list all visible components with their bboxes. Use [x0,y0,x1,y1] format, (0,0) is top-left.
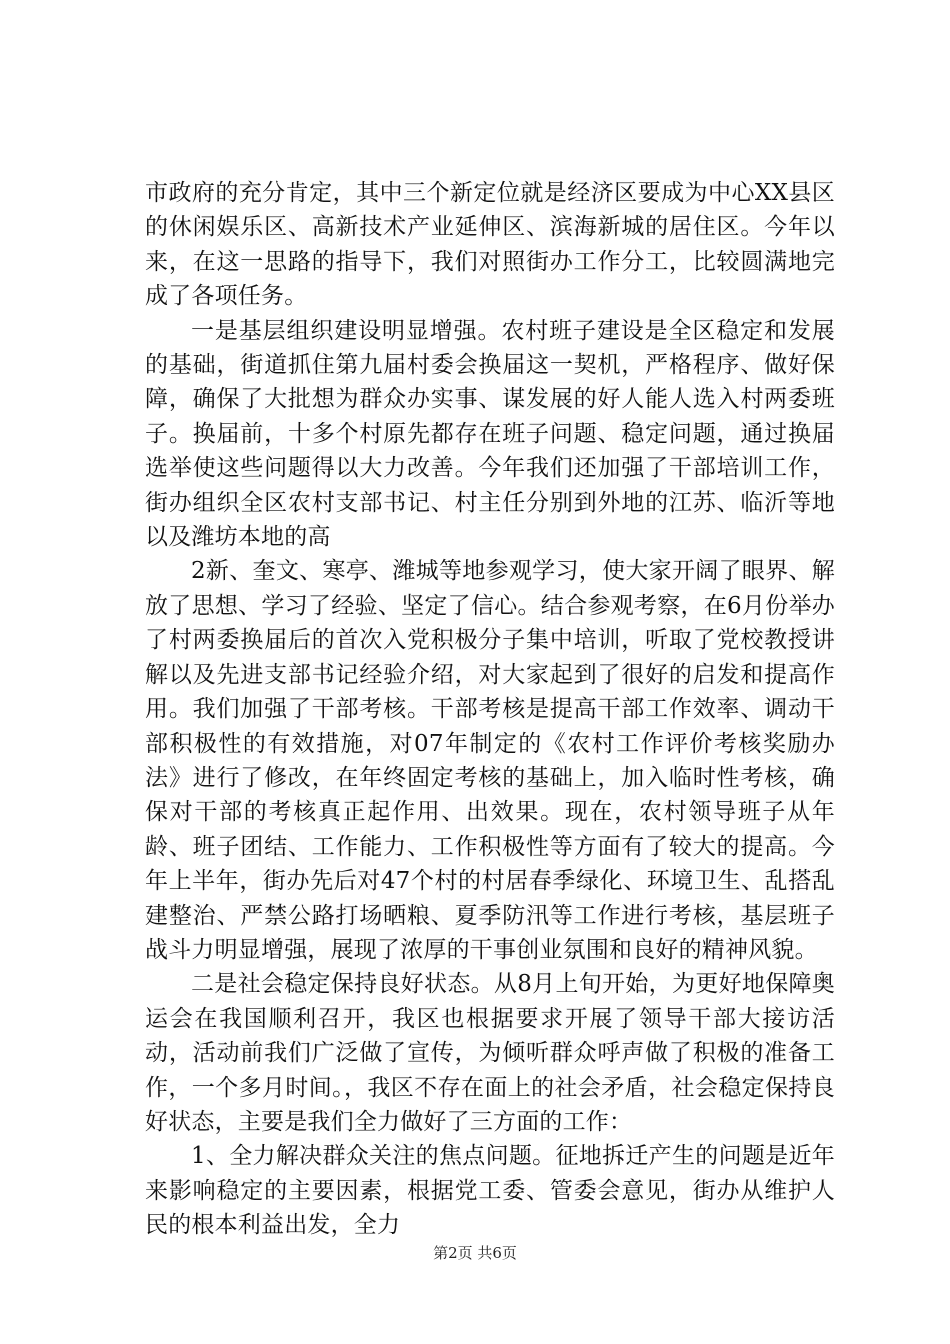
body-text [145,176,835,1243]
page-footer: 第2页 共6页 [433,1244,517,1262]
paragraph-4: 二是社会稳定保持良好状态。从8月上旬开始，为更好地保障奥运会在我国顺利召开，我区也根据要求开展了领导干部大接访活动，活动前我们广泛做了宣传，为倾听群众呼声做了积极的准备工作，一个多月时间。，我区不存在面上的社会矛盾，社会稳定保持良好状态，主要是我们全力做好了三方面的工作： [145,971,835,1135]
paragraph-5: 1、全力解决群众关注的焦点问题。征地拆迁产生的问题是近年来影响稳定的主要因素，根据党工委、管委会意见，街办从维护人民的根本利益出发，全力 [145,1143,835,1239]
paragraph-1: 市政府的充分肯定，其中三个新定位就是经济区要成为中心XX县区的休闲娱乐区、高新技术产业延伸区、滨海新城的居住区。今年以来，在这一思路的指导下，我们对照街办工作分工，比较圆满地完成了各项任务。 [145,180,835,310]
paragraph-3: 2新、奎文、寒亭、潍城等地参观学习，使大家开阔了眼界、解放了思想、学习了经验、坚定了信心。结合参观考察，在6月份举办了村两委换届后的首次入党积极分子集中培训，听取了党校教授讲解以及先进支部书记经验介绍，对大家起到了很好的启发和提高作用。我们加强了干部考核。干部考核是提高干部工作效率、调动干部积极性的有效措施，对07年制定的《农村工作评价考核奖励办法》进行了修改，在年终固定考核的基础上，加入临时性考核，确保对干部的考核真正起作用、出效果。现在，农村领导班子从年龄、班子团结、工作能力、工作积极性等方面有了较大的提高。今年上半年，街办先后对47个村的村居春季绿化、环境卫生、乱搭乱建整治、严禁公路打场晒粮、夏季防汛等工作进行考核，基层班子战斗力明显增强，展现了浓厚的干事创业氛围和良好的精神风貌。 [145,558,835,963]
paragraph-2: 一是基层组织建设明显增强。农村班子建设是全区稳定和发展的基础，街道抓住第九届村委会换届这一契机，严格程序、做好保障，确保了大批想为群众办实事、谋发展的好人能人选入村两委班子。换届前，十多个村原先都存在班子问题、稳定问题，通过换届选举使这些问题得以大力改善。今年我们还加强了干部培训工作，街办组织全区农村支部书记、村主任分别到外地的江苏、临沂等地以及潍坊本地的高 [145,317,835,551]
